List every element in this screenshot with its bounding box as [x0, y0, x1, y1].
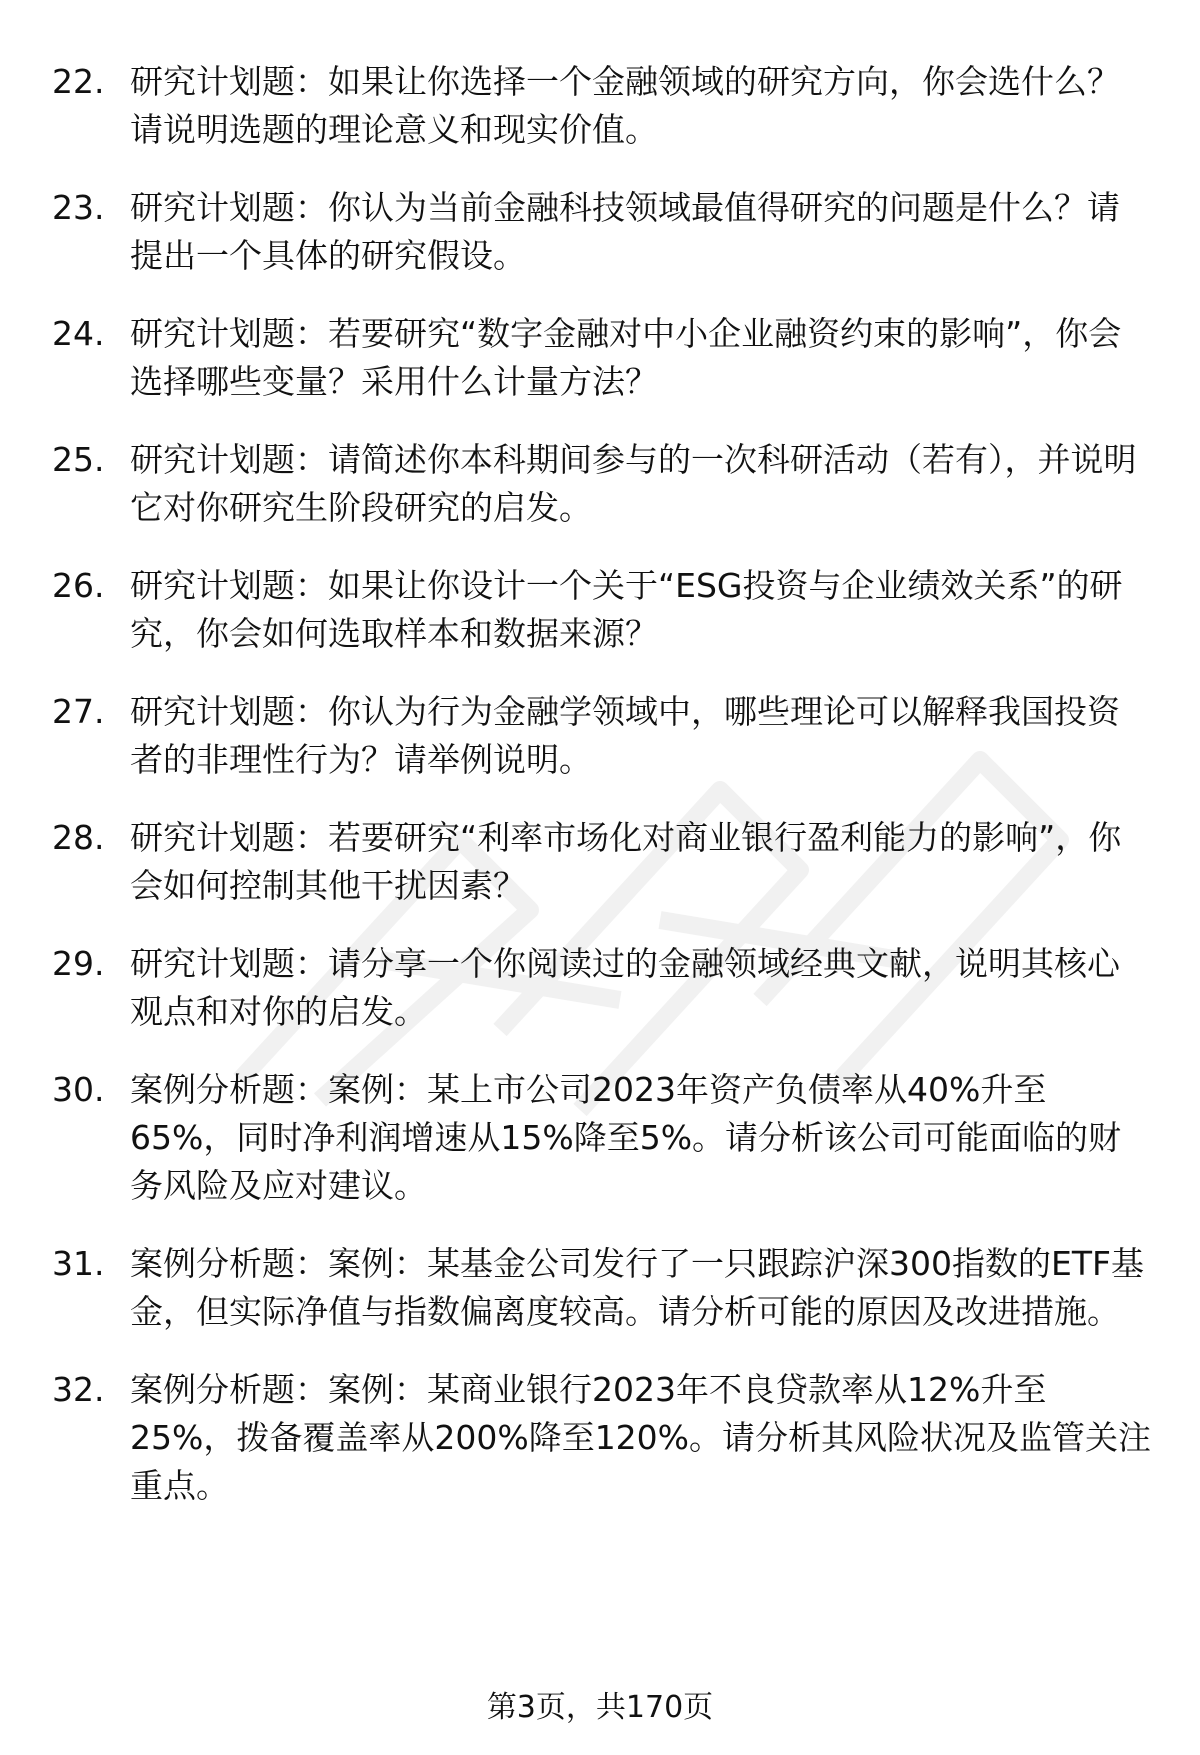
page-number-footer: 第3页，共170页: [486, 1690, 714, 1725]
question-number: 25.: [52, 440, 105, 479]
question-item: [52, 562, 1152, 658]
question-item: [52, 1066, 1152, 1210]
question-item: [52, 940, 1152, 1036]
question-text: 研究计划题：如果让你设计一个关于“ESG投资与企业绩效关系”的研究，你会如何选取样本和数据来源？: [130, 566, 1123, 653]
question-number: 26.: [52, 566, 105, 605]
question-list: [52, 58, 1152, 1540]
question-text: 研究计划题：若要研究“利率市场化对商业银行盈利能力的影响”，你会如何控制其他干扰因素？: [130, 818, 1122, 905]
question-item: [52, 1366, 1152, 1510]
question-text: 案例分析题：案例：某基金公司发行了一只跟踪沪深300指数的ETF基金，但实际净值与指数偏离度较高。请分析可能的原因及改进措施。: [130, 1244, 1144, 1331]
question-number: 22.: [52, 62, 105, 101]
question-number: 23.: [52, 188, 105, 227]
question-number: 32.: [52, 1370, 105, 1409]
question-text: 案例分析题：案例：某商业银行2023年不良贷款率从12%升至25%，拨备覆盖率从200%降至120%。请分析其风险状况及监管关注重点。: [130, 1370, 1152, 1505]
question-item: [52, 688, 1152, 784]
question-item: [52, 814, 1152, 910]
question-item: [52, 184, 1152, 280]
question-item: [52, 58, 1152, 154]
question-text: 研究计划题：你认为行为金融学领域中，哪些理论可以解释我国投资者的非理性行为？请举例说明。: [130, 692, 1120, 779]
question-number: 29.: [52, 944, 105, 983]
question-number: 27.: [52, 692, 105, 731]
question-item: [52, 1240, 1152, 1336]
question-text: 研究计划题：若要研究“数字金融对中小企业融资约束的影响”，你会选择哪些变量？采用什么计量方法？: [130, 314, 1122, 401]
question-number: 31.: [52, 1244, 105, 1283]
question-text: 研究计划题：如果让你选择一个金融领域的研究方向，你会选什么？请说明选题的理论意义和现实价值。: [130, 62, 1120, 149]
question-number: 28.: [52, 818, 105, 857]
question-item: [52, 436, 1152, 532]
question-text: 案例分析题：案例：某上市公司2023年资产负债率从40%升至65%，同时净利润增速从15%降至5%。请分析该公司可能面临的财务风险及应对建议。: [130, 1070, 1122, 1205]
question-text: 研究计划题：你认为当前金融科技领域最值得研究的问题是什么？请提出一个具体的研究假设。: [130, 188, 1120, 275]
question-number: 24.: [52, 314, 105, 353]
question-text: 研究计划题：请分享一个你阅读过的金融领域经典文献，说明其核心观点和对你的启发。: [130, 944, 1120, 1031]
question-text: 研究计划题：请简述你本科期间参与的一次科研活动（若有），并说明它对你研究生阶段研究的启发。: [130, 440, 1137, 527]
question-number: 30.: [52, 1070, 105, 1109]
question-item: [52, 310, 1152, 406]
